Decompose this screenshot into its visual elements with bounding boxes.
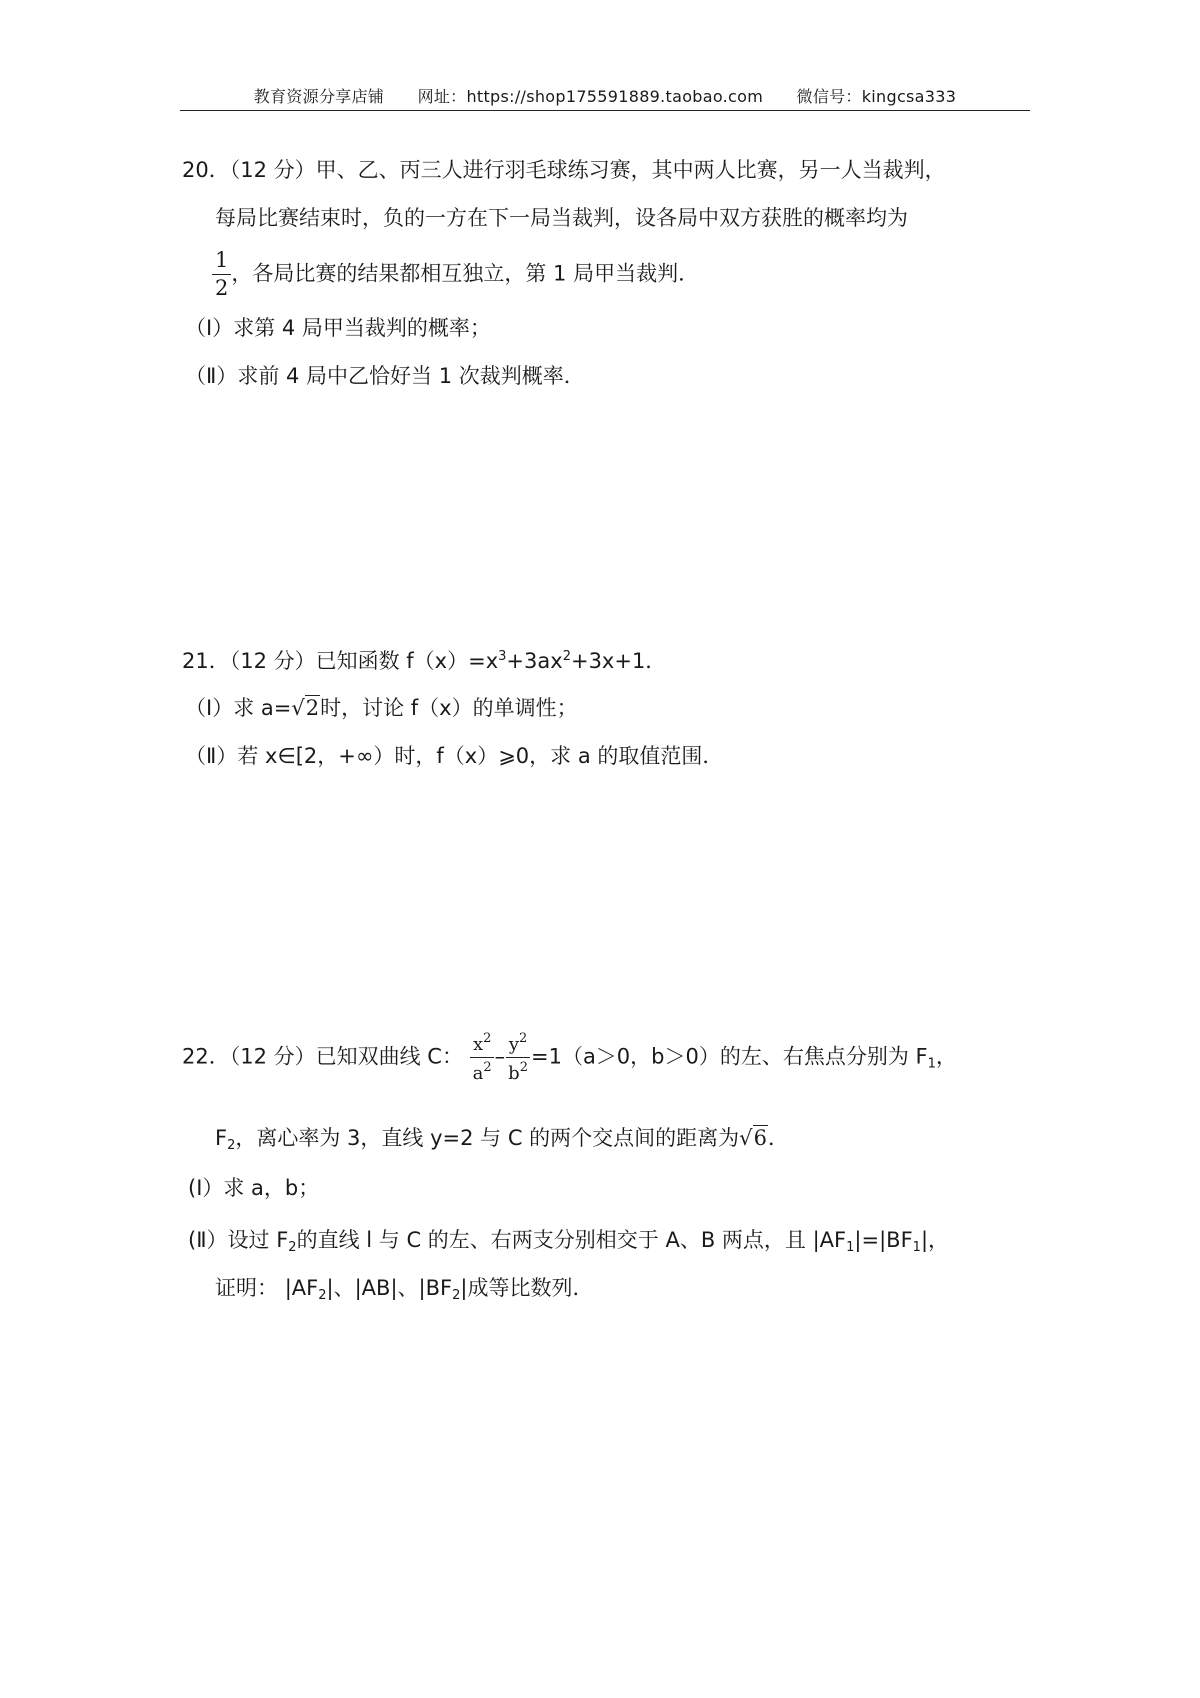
q20-line3 (212, 250, 699, 299)
q22-abs-af2: $|AF_2|$ (284, 1276, 334, 1303)
q22-frac2-den-exp: 2 (519, 1060, 528, 1075)
q22-line2 (215, 1128, 789, 1152)
q21-stem-a: 21．（12 分）已知函数 f（x）=x (182, 649, 499, 673)
q20-fraction (212, 250, 231, 299)
q22-minus: – (494, 1044, 506, 1069)
q22-line2-sub2: 2 (227, 1138, 236, 1153)
q22-radicand: 6 (753, 1126, 767, 1150)
q22-proof-b: 成等比数列． (467, 1276, 594, 1300)
page-header (180, 84, 1030, 107)
q22-sep1: 、 (333, 1276, 355, 1300)
q20-line1: 20．（12 分）甲、乙、丙三人进行羽毛球练习赛，其中两人比赛，另一人当裁判， (182, 158, 946, 182)
q20-line3-text: ，各局比赛的结果都相互独立，第 1 局甲当裁判． (231, 261, 700, 286)
q22-bf1: BF (886, 1228, 913, 1252)
q22-bf2-sub: 2 (452, 1288, 461, 1303)
q22-ab: AB (361, 1276, 391, 1300)
q22-sqrt: √6 (739, 1126, 767, 1150)
q22-line2-a: F (215, 1126, 228, 1150)
q22-part1: (Ⅰ）求 a，b； (188, 1176, 320, 1200)
q22-frac1-num: x (472, 1034, 484, 1055)
q21-part1-a: （Ⅰ）求 a= (185, 696, 292, 720)
q22-frac2-den: b (508, 1063, 520, 1084)
q22-stem-c: ， (935, 1044, 957, 1069)
q22-frac1-den-exp: 2 (483, 1060, 492, 1075)
q20-line2: 每局比赛结束时，负的一方在下一局当裁判，设各局中双方获胜的概率均为 (215, 206, 908, 230)
q22-part2-a: (Ⅱ）设过 F (188, 1228, 289, 1252)
q22-sub1: 1 (927, 1056, 936, 1072)
q22-stem-a: 22．（12 分）已知双曲线 C： (182, 1044, 463, 1069)
q21-exp2: 2 (562, 649, 571, 664)
q22-sep2: 、 (397, 1276, 419, 1300)
wechat-id: 微信号：kingcsa333 (796, 87, 957, 106)
q21-stem-b: +3ax (506, 649, 563, 673)
q22-af2: AF (291, 1276, 319, 1300)
q22-frac1-den: a (472, 1063, 484, 1084)
q20-frac-num: 1 (212, 250, 231, 275)
q21-part2: （Ⅱ）若 x∈[2，+∞）时，f（x）⩾0，求 a 的取值范围． (185, 744, 724, 768)
q22-frac2-num: y (508, 1034, 520, 1055)
q20-part2: （Ⅱ）求前 4 局中乙恰好当 1 次裁判概率． (185, 364, 585, 388)
q22-proof-a: 证明： (215, 1276, 278, 1300)
q22-part2 (188, 1230, 949, 1254)
q22-part2-c: ， (928, 1228, 950, 1252)
q21-stem (182, 650, 666, 672)
q22-abs-af1: $|AF_1|$ (812, 1228, 862, 1255)
q22-af1-sub: 1 (846, 1240, 855, 1255)
q22-stem-b: =1（a＞0，b＞0）的左、右焦点分别为 F (530, 1044, 928, 1069)
q22-abs-bf2: $|BF_2|$ (418, 1276, 468, 1303)
q22-part2-sub2: 2 (288, 1240, 297, 1255)
shop-url: 网址：https://shop175591889.taobao.com (417, 87, 764, 106)
q22-line2-b: ，离心率为 3，直线 y=2 与 C 的两个交点间的距离为 (235, 1126, 740, 1150)
q22-abs-ab: |AB| (354, 1276, 398, 1300)
q22-af2-sub: 2 (318, 1288, 327, 1303)
q22-bf1-sub: 1 (912, 1240, 921, 1255)
q20-part1: （Ⅰ）求第 4 局甲当裁判的概率； (185, 316, 491, 340)
q21-part1-b: 时，讨论 f（x）的单调性； (320, 696, 578, 720)
q22-part2-b: 的直线 l 与 C 的左、右两支分别相交于 A、B 两点，且 (296, 1228, 806, 1252)
shop-name: 教育资源分享店铺 (253, 87, 385, 106)
q21-stem-c: +3x+1． (570, 649, 667, 673)
q21-radicand: 2 (305, 696, 320, 720)
q21-part1 (185, 698, 578, 719)
header-divider (180, 110, 1030, 111)
q21-exp3: 3 (498, 649, 507, 664)
q22-bf2: BF (425, 1276, 453, 1300)
q22-frac1-num-exp: 2 (483, 1031, 492, 1046)
q22-frac-y (505, 1032, 531, 1083)
q21-sqrt: √2 (291, 696, 320, 720)
q20-frac-den: 2 (215, 276, 229, 300)
q22-abs-bf1: $|BF_1|$ (879, 1228, 929, 1255)
q22-frac2-num-exp: 2 (519, 1031, 528, 1046)
q22-frac-x (470, 1032, 495, 1083)
q22-af1: AF (819, 1228, 847, 1252)
q22-proof (215, 1278, 593, 1302)
q22-line2-c: ． (767, 1126, 789, 1150)
q22-stem (182, 1032, 957, 1083)
q22-eq: = (861, 1228, 880, 1252)
